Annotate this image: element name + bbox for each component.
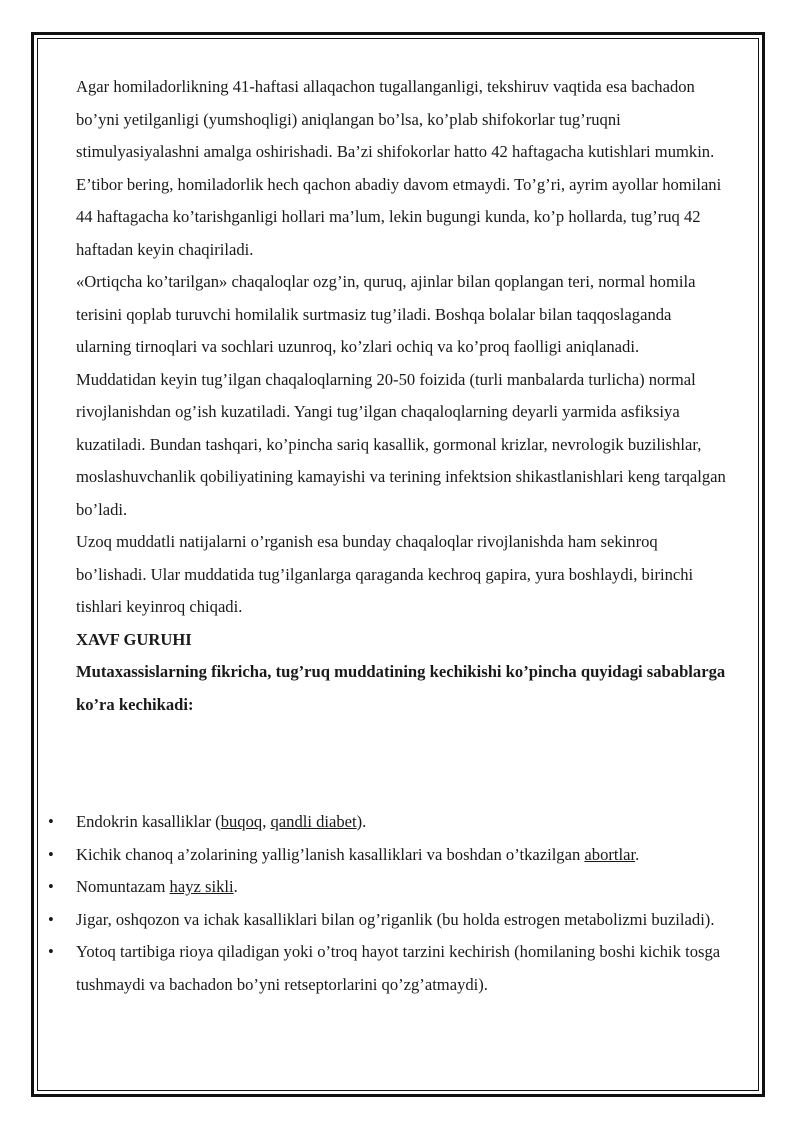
section-heading: XAVF GURUHI — [76, 629, 192, 649]
link-hayz-sikli[interactable]: hayz sikli — [169, 877, 234, 896]
bullet-icon: • — [48, 909, 54, 929]
list-item — [48, 936, 728, 1001]
document-body — [76, 71, 728, 721]
link-buqoq[interactable]: buqoq — [220, 812, 263, 831]
bullet-icon: • — [48, 844, 54, 864]
list-item — [48, 871, 728, 904]
list-item-text: Nomuntazam — [76, 877, 170, 896]
bullet-icon: • — [48, 942, 54, 961]
paragraph-2: «Ortiqcha ko’tarilgan» chaqaloqlar ozg’in, quruq, ajinlar bilan qoplangan teri, normal homila terisini qoplab turuvchi homilalik surtmasiz tug’iladi. Boshqa bolalar bilan taqqoslaganda ularning tirnoqlari va sochlari uzunroq, ko’zlari ochiq va ko’proq faolligi aniqlanadi. — [76, 272, 696, 356]
list-item-text: ). — [356, 812, 367, 831]
list-item-text: . — [233, 877, 238, 896]
list-item-text: Jigar, oshqozon va ichak kasalliklari bilan og’riganlik (bu holda estrogen metabolizmi buziladi). — [76, 909, 715, 929]
paragraph-1: Agar homiladorlikning 41-haftasi allaqachon tugallanganligi, tekshiruv vaqtida esa bachadon bo’yni yetilganligi (yumshoqligi) aniqlangan bo’lsa, ko’plab shifokorlar tug’ruqni stimulyasiyalashni amalga oshirishadi. Ba’zi shifokorlar hatto 42 haftagacha kutishlari mumkin. E’tibor bering, homiladorlik hech qachon abadiy davom etmaydi. To’g’ri, ayrim ayollar homilani 44 haftagacha ko’tarishganligi hollari ma’lum, lekin bugungi kunda, ko’p hollarda, tug’ruq 42 haftadan keyin chaqiriladi. — [76, 77, 722, 259]
bullet-icon: • — [48, 877, 54, 896]
risk-factor-list — [48, 806, 728, 1001]
list-item-text: Kichik chanoq a’zolarining yallig’lanish kasalliklari va boshdan o’tkazilgan — [76, 844, 585, 864]
section-subheading: Mutaxassislarning fikricha, tug’ruq muddatining kechikishi ko’pincha quyidagi sabablarga ko’ra kechikadi: — [76, 662, 726, 714]
link-qandli-diabet[interactable]: qandli diabet — [270, 812, 357, 831]
list-item — [48, 806, 728, 839]
link-abortlar[interactable]: abortlar — [584, 844, 636, 864]
list-item-text: . — [635, 844, 640, 864]
bullet-icon: • — [48, 812, 54, 831]
list-item-text: Yotoq tartibiga rioya qiladigan yoki o’troq hayot tarzini kechirish (homilaning boshi kichik tosga tushmaydi va bachadon bo’yni retseptorlarini qo’zg’atmaydi). — [76, 942, 721, 994]
list-item — [48, 904, 728, 937]
paragraph-3: Muddatidan keyin tug’ilgan chaqaloqlarning 20-50 foizida (turli manbalarda turlicha) normal rivojlanishdan og’ish kuzatiladi. Yangi tug’ilgan chaqaloqlarning deyarli yarmida asfiksiya kuzatiladi. Bundan tashqari, ko’pincha sariq kasallik, gormonal krizlar, nevrologik buzilishlar, moslashuvchanlik qobiliyatining kamayishi va terining infektsion shikastlanishlari keng tarqalgan bo’ladi. — [76, 369, 726, 519]
list-item — [48, 839, 728, 872]
paragraph-4: Uzoq muddatli natijalarni o’rganish esa bunday chaqaloqlar rivojlanishda ham sekinroq bo’lishadi. Ular muddatida tug’ilganlarga qaraganda kechroq gapira, yura boshlaydi, birinchi tishlari keyinroq chiqadi. — [76, 532, 694, 616]
list-item-text: Endokrin kasalliklar ( — [76, 812, 221, 831]
list-item-text: , — [262, 812, 271, 831]
